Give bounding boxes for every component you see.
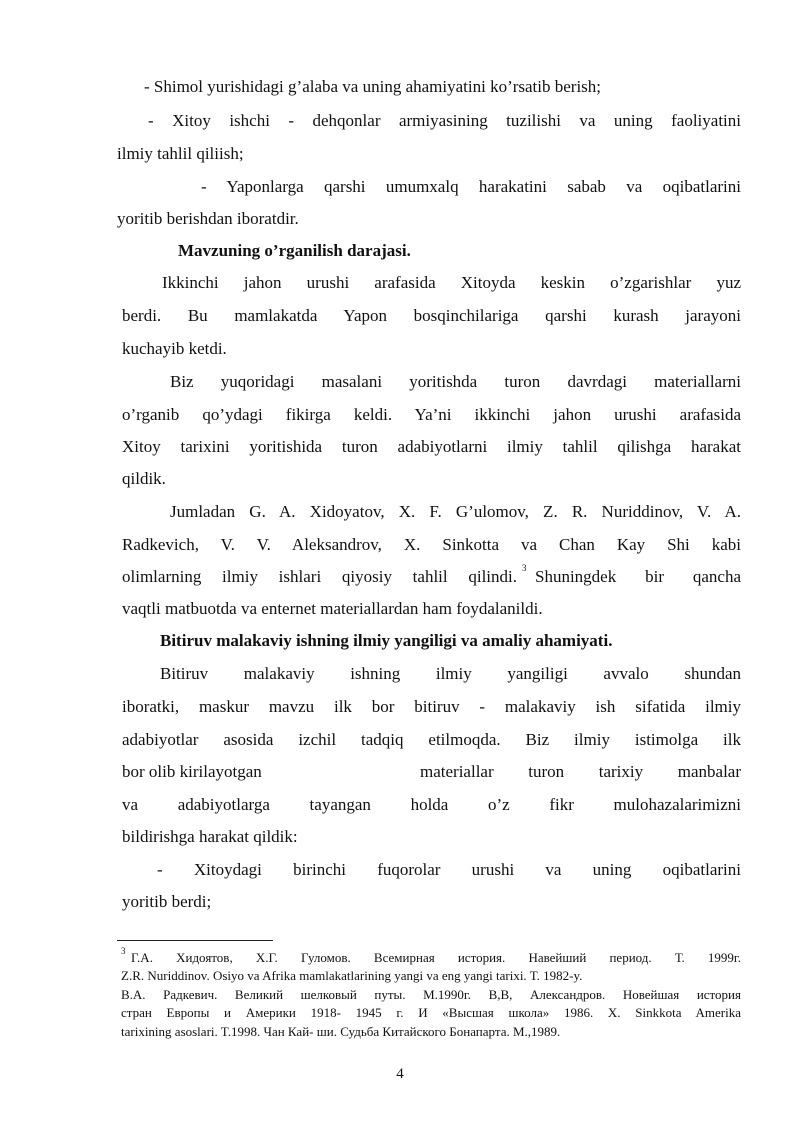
footnote-line: Z.R. Nuriddinov. Osiyo va Afrika mamlakatlarining yangi va eng yangi tarixi. T. 1982-y. <box>121 968 583 983</box>
text-line: - Shimol yurishidagi g’alaba va uning ahamiyatini ko’rsatib berish; <box>144 77 602 96</box>
text-line: Xitoy tarixini yoritishida turon adabiyotlarni ilmiy tahlil qilishga harakat <box>122 437 741 456</box>
text-line: o’rganib qo’ydagi fikirga keldi. Ya’ni ikkinchi jahon urushi arafasida <box>122 405 741 424</box>
text-line: Biz yuqoridagi masalani yoritishda turon davrdagi materiallarni <box>170 372 741 391</box>
text-line: bor olib kirilayotgan <box>122 762 262 781</box>
text-line: iboratki, maskur mavzu ilk bor bitiruv - malakaviy ish sifatida ilmiy <box>122 697 741 716</box>
footnote-line: стран Европы и Америки 1918- 1945 г. И «Высшая школа» 1986. X. Sinkkota Amerika <box>121 1005 741 1020</box>
text-line: materiallar turon tarixiy manbalar <box>420 762 741 781</box>
footnote-line: Г.А. Хидоятов, Х.Г. Гуломов. Всемирная история. Навейший период. Т. 1999г. <box>131 950 741 965</box>
page-number: 4 <box>396 1066 404 1082</box>
text-line: - Xitoy ishchi - dehqonlar armiyasining tuzilishi va uning faoliyatini <box>148 111 741 130</box>
text-line: olimlarning ilmiy ishlari qiyosiy tahlil qilindi. <box>122 567 517 586</box>
text-line: Radkevich, V. V. Aleksandrov, X. Sinkotta va Chan Kay Shi kabi <box>122 535 741 554</box>
text-line: Jumladan G. A. Xidoyatov, X. F. G’ulomov, Z. R. Nuriddinov, V. A. <box>170 502 741 521</box>
text-line: Bitiruv malakaviy ishning ilmiy yangiligi avvalo shundan <box>160 664 741 683</box>
text-line: Shuningdek bir qancha <box>535 567 741 586</box>
text-line: - Xitoydagi birinchi fuqorolar urushi va uning oqibatlarini <box>157 860 741 879</box>
text-line: vaqtli matbuotda va enternet materiallardan ham foydalanildi. <box>122 599 543 618</box>
text-line: bildirishga harakat qildik: <box>122 827 298 846</box>
footnote-line: tarixining asoslari. T.1998. Чан Кай- ши. Судьба Китайского Бонапарта. М.,1989. <box>121 1024 561 1039</box>
footnote-line: В.А. Радкевич. Великий шелковый путы. М.1990г. В,В, Александров. Новейшая история <box>121 987 741 1002</box>
section-heading: Bitiruv malakaviy ishning ilmiy yangiligi va amaliy ahamiyati. <box>160 631 613 650</box>
text-line: yoritib berdi; <box>122 892 212 911</box>
section-heading: Mavzuning o’rganilish darajasi. <box>178 241 411 260</box>
text-line: qildik. <box>122 469 166 488</box>
text-line: adabiyotlar asosida izchil tadqiq etilmoqda. Biz ilmiy istimolga ilk <box>122 730 741 749</box>
text-line: va adabiyotlarga tayangan holda o’z fikr mulohazalarimizni <box>122 795 741 814</box>
footnote-divider <box>117 940 273 941</box>
text-line: Ikkinchi jahon urushi arafasida Xitoyda keskin o’zgarishlar yuz <box>162 273 741 292</box>
text-line: berdi. Bu mamlakatda Yapon bosqinchilariga qarshi kurash jarayoni <box>122 306 741 325</box>
text-line: yoritib berishdan iboratdir. <box>117 209 299 228</box>
text-line: kuchayib ketdi. <box>122 339 227 358</box>
text-line: - Yaponlarga qarshi umumxalq harakatini sabab va oqibatlarini <box>201 177 741 196</box>
text-line: ilmiy tahlil qiliish; <box>117 144 244 163</box>
